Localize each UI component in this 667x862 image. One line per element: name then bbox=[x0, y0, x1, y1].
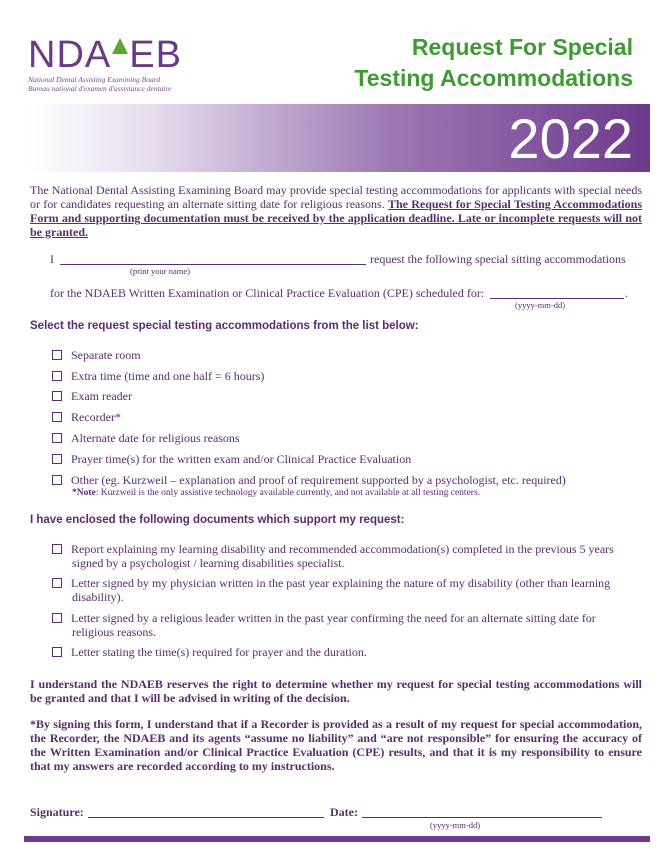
logo-text-left: NDA bbox=[28, 34, 112, 76]
document-item bbox=[52, 542, 614, 556]
request-period: . bbox=[625, 286, 628, 300]
accommodation-item bbox=[52, 452, 411, 466]
item-label: Letter stating the time(s) required for prayer and the duration. bbox=[71, 645, 367, 659]
note-label: *Note bbox=[72, 488, 96, 498]
bottom-bar bbox=[24, 836, 650, 842]
item-label: Alternate date for religious reasons bbox=[71, 431, 240, 445]
intro-paragraph bbox=[30, 183, 642, 239]
request-i: I bbox=[50, 252, 54, 266]
signature-label: Signature: bbox=[30, 805, 84, 819]
checkbox[interactable] bbox=[52, 475, 62, 485]
logo-sub-french: Bureau national d'examen d'assistance dentaire bbox=[28, 84, 172, 93]
document-item-cont: disability). bbox=[72, 590, 124, 604]
intro-plain: The National Dental Assisting Examining Board may provide special testing accommodations for applicants with special needs or for candidates requesting an alternate sitting date for religious reasons. bbox=[30, 183, 642, 211]
document-item bbox=[52, 645, 367, 659]
checkbox[interactable] bbox=[52, 647, 62, 657]
checkbox[interactable] bbox=[52, 412, 62, 422]
signature-field[interactable] bbox=[88, 817, 324, 818]
statement-recorder: *By signing this form, I understand that if a Recorder is provided as a result of my request for special accommodation, the Recorder, the NDAEB and its agents “assume no liability” and “are not responsible” for ensuring the accuracy of the Written Examination and/or Clinical Practice Evaluation (CPE) results, and that it is my responsibility to ensure that my answers are recorded according to my instructions. bbox=[30, 717, 642, 773]
intro-deadline: The Request for Special Testing Accommodations Form and supporting documentation must be received by the application deadline. Late or incomplete requests will not be granted. bbox=[30, 197, 642, 239]
year-label: 2022 bbox=[508, 107, 633, 170]
item-label: Separate room bbox=[71, 348, 141, 362]
maple-leaf-icon bbox=[112, 38, 128, 54]
item-label: Letter signed by a religious leader written in the past year confirming the need for an alternate sitting date for bbox=[71, 611, 596, 625]
item-label: Recorder* bbox=[71, 410, 121, 424]
accommodation-item bbox=[52, 369, 264, 383]
ndaeb-logo bbox=[28, 36, 182, 74]
checkbox[interactable] bbox=[52, 578, 62, 588]
accommodation-item bbox=[52, 389, 132, 403]
checkbox[interactable] bbox=[52, 613, 62, 623]
item-label: Report explaining my learning disability and recommended accommodation(s) completed in the previous 5 years bbox=[71, 542, 614, 556]
title-line-2: Testing Accommodations bbox=[354, 65, 633, 91]
item-label: Other (eg. Kurzweil – explanation and proof of requirement supported by a psychologist, etc. required) bbox=[71, 473, 566, 487]
logo-text-right: EB bbox=[129, 34, 182, 76]
signature-date-field[interactable] bbox=[362, 817, 602, 818]
checkbox[interactable] bbox=[52, 454, 62, 464]
accommodation-item bbox=[52, 348, 141, 362]
scheduled-date-field[interactable] bbox=[490, 298, 624, 299]
note-text: : Kurzweil is the only assistive technology available currently, and not available at all testing centers. bbox=[95, 488, 481, 498]
logo-subtitle bbox=[28, 75, 171, 93]
signature-date-hint: (yyyy-mm-dd) bbox=[430, 820, 481, 830]
accommodation-item bbox=[52, 473, 566, 487]
accommodation-item bbox=[52, 431, 240, 445]
name-field[interactable] bbox=[60, 264, 366, 265]
title-line-1: Request For Special bbox=[411, 34, 633, 60]
date-label: Date: bbox=[330, 805, 358, 819]
checkbox[interactable] bbox=[52, 371, 62, 381]
item-label: Letter signed by my physician written in the past year explaining the nature of my disability (other than learning bbox=[71, 576, 611, 590]
document-item-cont: signed by a psychologist / learning disabilities specialist. bbox=[72, 556, 345, 570]
item-label: Exam reader bbox=[71, 389, 132, 403]
kurzweil-note bbox=[72, 488, 480, 498]
accommodation-item bbox=[52, 410, 121, 424]
request-after: request the following special sitting accommodations bbox=[370, 252, 626, 266]
item-label: Prayer time(s) for the written exam and/or Clinical Practice Evaluation bbox=[71, 452, 412, 466]
document-item bbox=[52, 611, 596, 625]
checkbox[interactable] bbox=[52, 544, 62, 554]
checkbox[interactable] bbox=[52, 391, 62, 401]
checkbox[interactable] bbox=[52, 433, 62, 443]
logo-sub-english: National Dental Assisting Examining Board bbox=[28, 75, 161, 84]
section2-heading: I have enclosed the following documents which support my request: bbox=[30, 514, 405, 526]
item-label: Extra time (time and one half = 6 hours) bbox=[71, 369, 265, 383]
scheduled-date-hint: (yyyy-mm-dd) bbox=[515, 300, 566, 310]
request-line-2: for the NDAEB Written Examination or Clinical Practice Evaluation (CPE) scheduled for: bbox=[50, 286, 485, 300]
checkbox[interactable] bbox=[52, 350, 62, 360]
page-title bbox=[354, 32, 633, 94]
document-item-cont: religious reasons. bbox=[72, 625, 156, 639]
section1-heading: Select the request special testing accommodations from the list below: bbox=[30, 320, 419, 332]
print-name-hint: (print your name) bbox=[130, 266, 190, 276]
document-item bbox=[52, 576, 610, 590]
statement-reserve-right: I understand the NDAEB reserves the right to determine whether my request for special testing accommodations will be granted and that I will be advised in writing of the decision. bbox=[30, 677, 642, 705]
